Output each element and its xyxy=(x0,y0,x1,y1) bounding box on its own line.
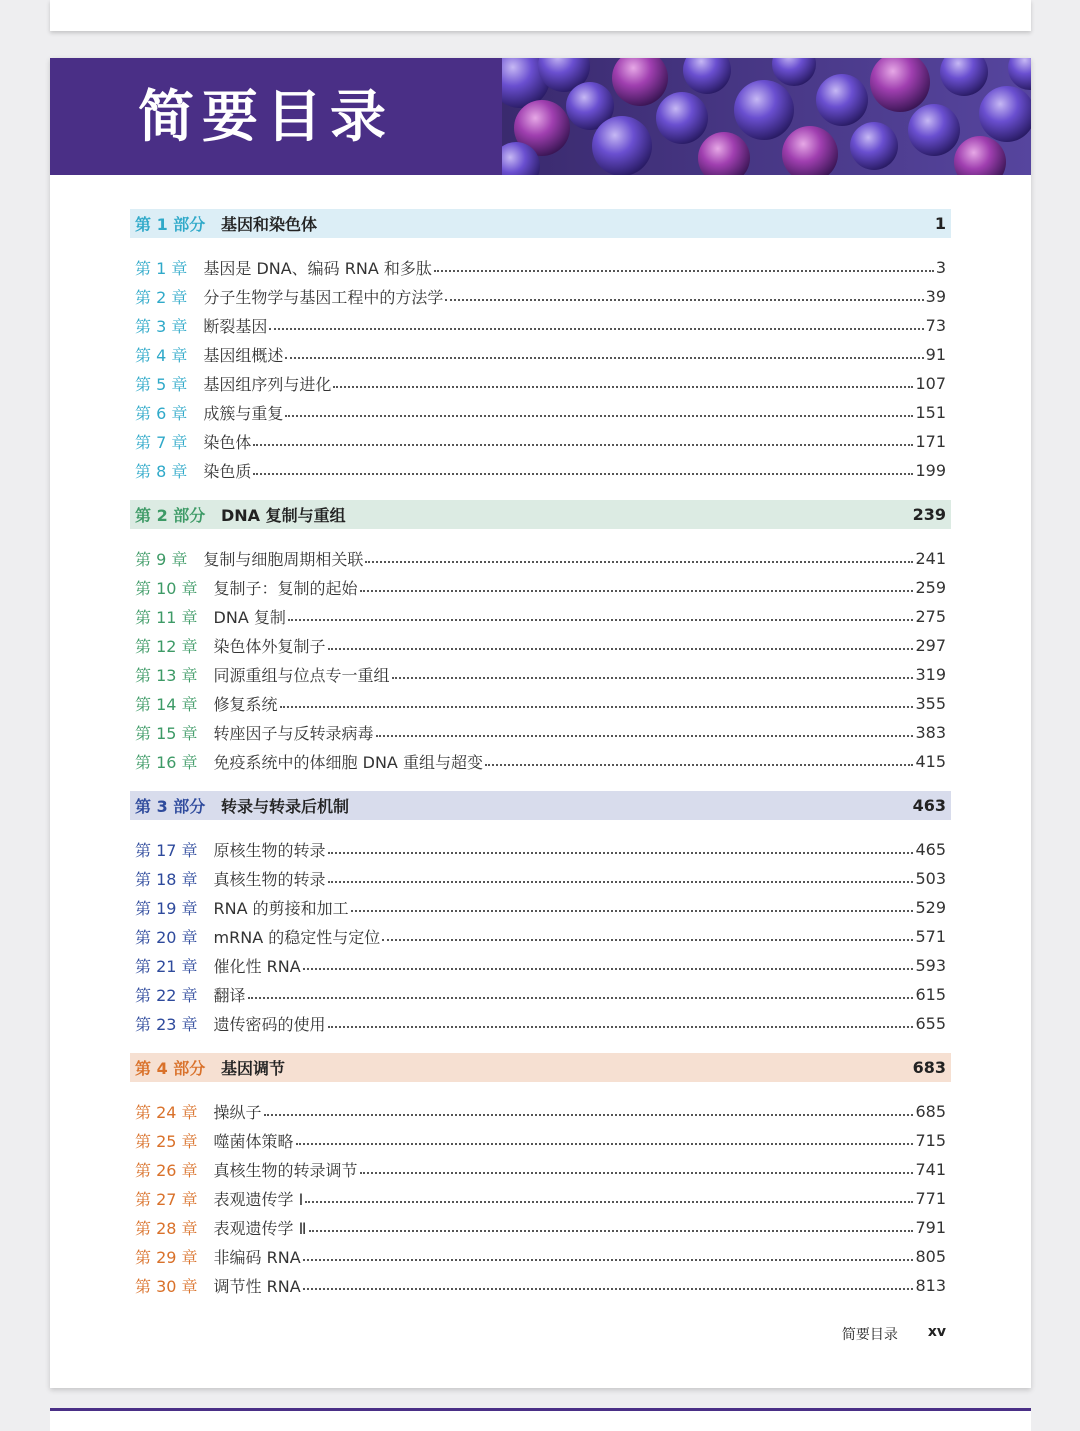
chapter-number: 第 13 章 xyxy=(135,666,198,685)
chapter-page: 297 xyxy=(915,636,946,655)
chapter-number: 第 10 章 xyxy=(135,579,198,598)
chapter-entry[interactable] xyxy=(130,573,951,602)
chapter-title: 表观遗传学 Ⅰ xyxy=(213,1190,304,1209)
chapter-page: 715 xyxy=(915,1131,946,1150)
chapter-entry[interactable] xyxy=(130,282,951,311)
chapter-entry[interactable] xyxy=(130,893,951,922)
leader-dots xyxy=(305,1201,913,1203)
chapter-entry[interactable] xyxy=(130,398,951,427)
chapter-page: 415 xyxy=(915,752,946,771)
chapter-page: 593 xyxy=(915,956,946,975)
chapter-number: 第 17 章 xyxy=(135,841,198,860)
chapter-title: 分子生物学与基因工程中的方法学 xyxy=(203,288,444,307)
chapter-page: 615 xyxy=(915,985,946,1004)
chapter-page: 383 xyxy=(915,723,946,742)
chapter-title: 基因组序列与进化 xyxy=(203,375,332,394)
part-title: 基因调节 xyxy=(221,1059,286,1078)
leader-dots xyxy=(303,1259,914,1261)
chapter-number: 第 14 章 xyxy=(135,695,198,714)
chapter-title: 操纵子 xyxy=(213,1103,262,1122)
part-page: 239 xyxy=(912,505,946,524)
leader-dots xyxy=(360,590,914,592)
chapter-entry[interactable] xyxy=(130,602,951,631)
chapter-page: 151 xyxy=(915,403,946,422)
chapter-entry[interactable] xyxy=(130,544,951,573)
chapter-title: 复制与细胞周期相关联 xyxy=(203,550,364,569)
chapter-number: 第 22 章 xyxy=(135,986,198,1005)
chapter-page: 503 xyxy=(915,869,946,888)
part-title: 转录与转录后机制 xyxy=(221,797,350,816)
chapter-entry[interactable] xyxy=(130,1242,951,1271)
chapter-number: 第 21 章 xyxy=(135,957,198,976)
chapter-page: 771 xyxy=(915,1189,946,1208)
leader-dots xyxy=(303,1288,914,1290)
leader-dots xyxy=(333,386,913,388)
chapter-page: 655 xyxy=(915,1014,946,1033)
chapter-title: 断裂基因 xyxy=(203,317,268,336)
part-heading-3[interactable] xyxy=(130,791,951,820)
leader-dots xyxy=(269,328,923,330)
chapter-number: 第 9 章 xyxy=(135,550,188,569)
chapter-page: 107 xyxy=(915,374,946,393)
chapter-entry[interactable] xyxy=(130,718,951,747)
chapter-title: 基因组概述 xyxy=(203,346,284,365)
chapter-title: 修复系统 xyxy=(213,695,278,714)
chapter-title: 表观遗传学 Ⅱ xyxy=(213,1219,307,1238)
chapter-entry[interactable] xyxy=(130,340,951,369)
page-title: 简要目录 xyxy=(138,85,394,150)
chapter-page: 259 xyxy=(915,578,946,597)
chapter-title: 真核生物的转录 xyxy=(213,870,326,889)
chapter-title: mRNA 的稳定性与定位 xyxy=(213,928,381,947)
chapter-entry[interactable] xyxy=(130,922,951,951)
chapter-number: 第 27 章 xyxy=(135,1190,198,1209)
chapter-entry[interactable] xyxy=(130,1155,951,1184)
leader-dots xyxy=(285,357,923,359)
leader-dots xyxy=(351,910,914,912)
chapter-entry[interactable] xyxy=(130,456,951,485)
previous-page-edge xyxy=(50,0,1031,31)
chapter-page: 3 xyxy=(935,258,946,277)
leader-dots xyxy=(376,735,914,737)
chapter-title: 噬菌体策略 xyxy=(213,1132,294,1151)
leader-dots xyxy=(328,648,914,650)
chapter-entry[interactable] xyxy=(130,1271,951,1300)
chapter-list xyxy=(130,544,951,776)
part-heading-4[interactable] xyxy=(130,1053,951,1082)
chapter-page: 355 xyxy=(915,694,946,713)
chapter-number: 第 20 章 xyxy=(135,928,198,947)
chapter-number: 第 30 章 xyxy=(135,1277,198,1296)
chapter-entry[interactable] xyxy=(130,427,951,456)
leader-dots xyxy=(253,444,913,446)
leader-dots xyxy=(445,299,923,301)
chapter-entry[interactable] xyxy=(130,631,951,660)
chapter-title: 转座因子与反转录病毒 xyxy=(213,724,374,743)
chapter-page: 319 xyxy=(915,665,946,684)
chapter-number: 第 6 章 xyxy=(135,404,188,423)
chapter-number: 第 16 章 xyxy=(135,753,198,772)
chapter-page: 813 xyxy=(915,1276,946,1295)
leader-dots xyxy=(365,561,913,563)
part-label: 第 1 部分 xyxy=(135,215,206,234)
part-label: 第 3 部分 xyxy=(135,797,206,816)
leader-dots xyxy=(485,764,913,766)
leader-dots xyxy=(253,473,913,475)
part-label: 第 4 部分 xyxy=(135,1059,206,1078)
chapter-number: 第 5 章 xyxy=(135,375,188,394)
leader-dots xyxy=(360,1172,914,1174)
chapter-page: 529 xyxy=(915,898,946,917)
chapter-title: 遗传密码的使用 xyxy=(213,1015,326,1034)
part-page: 683 xyxy=(912,1058,946,1077)
table-of-contents xyxy=(130,209,951,1300)
leader-dots xyxy=(382,939,913,941)
chapter-entry[interactable] xyxy=(130,951,951,980)
chapter-list xyxy=(130,253,951,485)
leader-dots xyxy=(303,968,914,970)
chapter-page: 199 xyxy=(915,461,946,480)
next-page-edge xyxy=(50,1408,1031,1431)
chapter-title: 调节性 RNA xyxy=(213,1277,301,1296)
page-number: xv xyxy=(927,1324,946,1340)
leader-dots xyxy=(434,270,934,272)
part-page: 463 xyxy=(912,796,946,815)
leader-dots xyxy=(280,706,914,708)
chapter-page: 685 xyxy=(915,1102,946,1121)
chapter-page: 39 xyxy=(925,287,946,306)
chapter-number: 第 15 章 xyxy=(135,724,198,743)
part-page: 1 xyxy=(934,214,946,233)
chapter-number: 第 1 章 xyxy=(135,259,188,278)
part-title: 基因和染色体 xyxy=(221,215,318,234)
chapter-entry[interactable] xyxy=(130,747,951,776)
leader-dots xyxy=(328,1026,914,1028)
chapter-entry[interactable] xyxy=(130,1213,951,1242)
chapter-entry[interactable] xyxy=(130,835,951,864)
chapter-entry[interactable] xyxy=(130,980,951,1009)
chapter-list xyxy=(130,835,951,1038)
chapter-page: 91 xyxy=(925,345,946,364)
leader-dots xyxy=(288,619,914,621)
chapter-number: 第 25 章 xyxy=(135,1132,198,1151)
chapter-entry[interactable] xyxy=(130,253,951,282)
part-label: 第 2 部分 xyxy=(135,506,206,525)
chapter-number: 第 11 章 xyxy=(135,608,198,627)
chapter-number: 第 3 章 xyxy=(135,317,188,336)
leader-dots xyxy=(285,415,913,417)
chapter-number: 第 4 章 xyxy=(135,346,188,365)
chapter-number: 第 28 章 xyxy=(135,1219,198,1238)
chapter-page: 171 xyxy=(915,432,946,451)
chapter-list xyxy=(130,1097,951,1300)
part-title: DNA 复制与重组 xyxy=(221,506,346,525)
chapter-number: 第 19 章 xyxy=(135,899,198,918)
page-banner xyxy=(50,58,1031,175)
leader-dots xyxy=(328,852,914,854)
leader-dots xyxy=(248,997,914,999)
chapter-number: 第 18 章 xyxy=(135,870,198,889)
leader-dots xyxy=(392,677,914,679)
chapter-number: 第 7 章 xyxy=(135,433,188,452)
chapter-entry[interactable] xyxy=(130,369,951,398)
chapter-title: DNA 复制 xyxy=(213,608,286,627)
chapter-entry[interactable] xyxy=(130,311,951,340)
chapter-page: 571 xyxy=(915,927,946,946)
leader-dots xyxy=(264,1114,914,1116)
chapter-page: 791 xyxy=(915,1218,946,1237)
part-heading-1[interactable] xyxy=(130,209,951,238)
chapter-title: 染色体外复制子 xyxy=(213,637,326,656)
chapter-entry[interactable] xyxy=(130,1184,951,1213)
part-heading-2[interactable] xyxy=(130,500,951,529)
chapter-entry[interactable] xyxy=(130,1009,951,1038)
chapter-title: 免疫系统中的体细胞 DNA 重组与超变 xyxy=(213,753,483,772)
chapter-number: 第 2 章 xyxy=(135,288,188,307)
chapter-page: 241 xyxy=(915,549,946,568)
chapter-title: 原核生物的转录 xyxy=(213,841,326,860)
chapter-entry[interactable] xyxy=(130,1126,951,1155)
chapter-title: 真核生物的转录调节 xyxy=(213,1161,358,1180)
chapter-entry[interactable] xyxy=(130,660,951,689)
chapter-page: 465 xyxy=(915,840,946,859)
cell-micrograph-image xyxy=(502,58,1031,175)
chapter-number: 第 12 章 xyxy=(135,637,198,656)
page-footer xyxy=(842,1324,946,1344)
chapter-title: 成簇与重复 xyxy=(203,404,284,423)
leader-dots xyxy=(309,1230,914,1232)
chapter-number: 第 29 章 xyxy=(135,1248,198,1267)
chapter-title: 基因是 DNA、编码 RNA 和多肽 xyxy=(203,259,432,278)
leader-dots xyxy=(296,1143,914,1145)
chapter-number: 第 23 章 xyxy=(135,1015,198,1034)
chapter-page: 805 xyxy=(915,1247,946,1266)
chapter-title: 染色质 xyxy=(203,462,252,481)
chapter-entry[interactable] xyxy=(130,1097,951,1126)
running-footer-title: 简要目录 xyxy=(841,1327,898,1343)
chapter-page: 741 xyxy=(915,1160,946,1179)
chapter-number: 第 26 章 xyxy=(135,1161,198,1180)
chapter-entry[interactable] xyxy=(130,864,951,893)
chapter-title: 翻译 xyxy=(213,986,246,1005)
chapter-title: 催化性 RNA xyxy=(213,957,301,976)
chapter-title: 同源重组与位点专一重组 xyxy=(213,666,390,685)
chapter-title: 非编码 RNA xyxy=(213,1248,301,1267)
chapter-number: 第 24 章 xyxy=(135,1103,198,1122)
document-page xyxy=(50,58,1031,1388)
chapter-number: 第 8 章 xyxy=(135,462,188,481)
leader-dots xyxy=(328,881,914,883)
chapter-title: 染色体 xyxy=(203,433,252,452)
chapter-title: 复制子：复制的起始 xyxy=(213,579,358,598)
chapter-title: RNA 的剪接和加工 xyxy=(213,899,349,918)
chapter-page: 73 xyxy=(925,316,946,335)
chapter-page: 275 xyxy=(915,607,946,626)
chapter-entry[interactable] xyxy=(130,689,951,718)
